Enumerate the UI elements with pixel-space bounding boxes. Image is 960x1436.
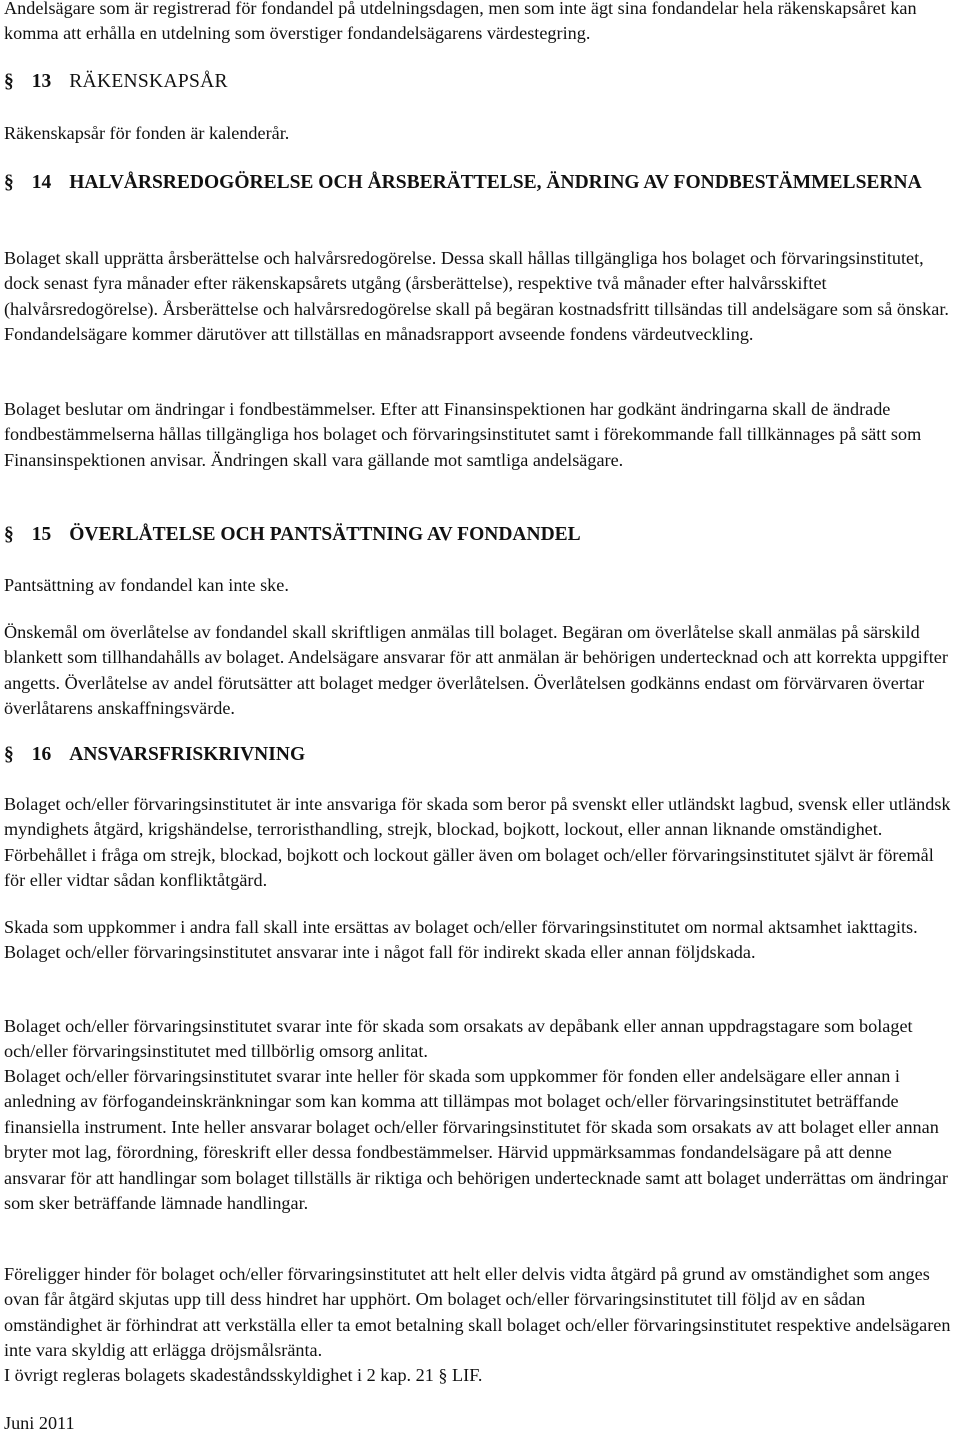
paragraph-symbol: §	[4, 744, 14, 765]
section-number: 15	[31, 524, 52, 545]
section-14-paragraph-1: Bolaget skall upprätta årsberättelse och halvårsredogörelse. Dessa skall hållas tillgängliga hos bolaget och förvaringsinstitutet, dock senast fyra månader efter räkenskapsårets utgång (årsberättelse), respektive två månader efter halvårsskiftet (halvårsredogörelse). Årsberättelse och halvårsredogörelse skall på begäran kostnadsfritt tillsändas till andelsägare som så önskar. Fondandelsägare kommer därutöver att tillställas en månadsrapport avseende fondens värdeutveckling.	[4, 248, 949, 345]
section-14-heading	[4, 170, 956, 196]
section-16-paragraph-5: Föreligger hinder för bolaget och/eller förvaringsinstitutet att helt eller delvis vidta åtgärd på grund av omständighet som anges ovan får åtgärd skjutas upp till dess hindret har upphört. Om bolaget och/eller förvaringsinstitutet till följd av en sådan omständighet är förhindrat att verkställa eller ta emot betalning skall bolaget och/eller förvaringsinstitutet respektive andelsägaren inte vara skyldig att erlägga dröjsmålsränta.	[4, 1264, 951, 1361]
section-number: 16	[31, 744, 52, 765]
paragraph-symbol: §	[4, 524, 14, 545]
section-15-paragraph-1: Pantsättning av fondandel kan inte ske.	[4, 575, 289, 595]
section-16-paragraph-4: Bolaget och/eller förvaringsinstitutet svarar inte heller för skada som uppkommer för fonden eller andelsägare eller annan i anledning av förfogandeinskränkningar som kan komma att tillämpas mot bolaget och/eller förvaringsinstitutet beträffande finansiella instrument. Inte heller ansvarar bolaget och/eller förvaringsinstitutet för skada som orsakats av att bolaget eller annan bryter mot lag, förordning, föreskrift eller dessa fondbestämmelser. Härvid uppmärksammas fondandelsägare på att denne ansvarar för att handlingar som bolaget tillställs är riktiga och behörigen undertecknade samt att bolaget underrättas om ändringar som sker beträffande lämnade handlingar.	[4, 1066, 948, 1214]
section-title: RÄKENSKAPSÅR	[69, 71, 228, 92]
section-16-paragraph-1: Bolaget och/eller förvaringsinstitutet är inte ansvariga för skada som beror på svenskt eller utländskt lagbud, svensk eller utländsk myndighets åtgärd, krigshändelse, terroristhandling, strejk, blockad, bojkott, lockout, eller annan liknande omständighet. Förbehållet i fråga om strejk, blockad, bojkott och lockout gäller även om bolaget och/eller förvaringsinstitutet självt är föremål för eller vidtar sådan konfliktåtgärd.	[4, 794, 951, 891]
section-16-paragraph-6: I övrigt regleras bolagets skadeståndsskyldighet i 2 kap. 21 § LIF.	[4, 1365, 483, 1385]
section-15-paragraph-2: Önskemål om överlåtelse av fondandel skall skriftligen anmälas till bolaget. Begäran om överlåtelse skall anmälas på särskild blankett som tillhandahålls av bolaget. Andelsägare ansvarar för att anmälan är behörigen undertecknad och att korrekta uppgifter angetts. Överlåtelse av andel förutsätter att bolaget medger överlåtelsen. Överlåtelsen godkänns endast om förvärvaren övertar överlåtarens anskaffningsvärde.	[4, 622, 948, 719]
section-13-paragraph-1: Räkenskapsår för fonden är kalenderår.	[4, 123, 290, 143]
section-number: 14	[31, 172, 52, 193]
section-number: 13	[31, 71, 52, 92]
paragraph-symbol: §	[4, 71, 14, 92]
intro-paragraph: Andelsägare som är registrerad för fondandel på utdelningsdagen, men som inte ägt sina fondandelar hela räkenskapsåret kan komma att erhålla en utdelning som överstiger fondandelsägarens värdestegring.	[4, 0, 917, 44]
section-title: ANSVARSFRISKRIVNING	[69, 744, 306, 765]
section-title: ÖVERLÅTELSE OCH PANTSÄTTNING AV FONDANDEL	[69, 524, 581, 545]
section-16-heading	[4, 742, 956, 768]
section-13-heading	[4, 69, 956, 95]
section-16-paragraph-2: Skada som uppkommer i andra fall skall inte ersättas av bolaget och/eller förvaringsinstitutet om normal aktsamhet iakttagits. Bolaget och/eller förvaringsinstitutet ansvarar inte i något fall för indirekt skada eller annan följdskada.	[4, 917, 918, 963]
section-14-paragraph-2: Bolaget beslutar om ändringar i fondbestämmelser. Efter att Finansinspektionen har godkänt ändringarna skall de ändrade fondbestämmelserna hållas tillgängliga hos bolaget och förvaringsinstitutet samt i förekommande fall tillkännages på sätt som Finansinspektionen anvisar. Ändringen skall vara gällande mot samtliga andelsägare.	[4, 399, 922, 470]
paragraph-symbol: §	[4, 172, 14, 193]
section-title: HALVÅRSREDOGÖRELSE OCH ÅRSBERÄTTELSE, ÄNDRING AV FONDBESTÄMMELSERNA	[69, 172, 922, 193]
footer-date: Juni 2011	[4, 1413, 75, 1433]
section-15-heading	[4, 522, 956, 548]
section-16-paragraph-3: Bolaget och/eller förvaringsinstitutet svarar inte för skada som orsakats av depåbank eller annan uppdragstagare som bolaget och/eller förvaringsinstitutet med tillbörlig omsorg anlitat.	[4, 1016, 913, 1062]
